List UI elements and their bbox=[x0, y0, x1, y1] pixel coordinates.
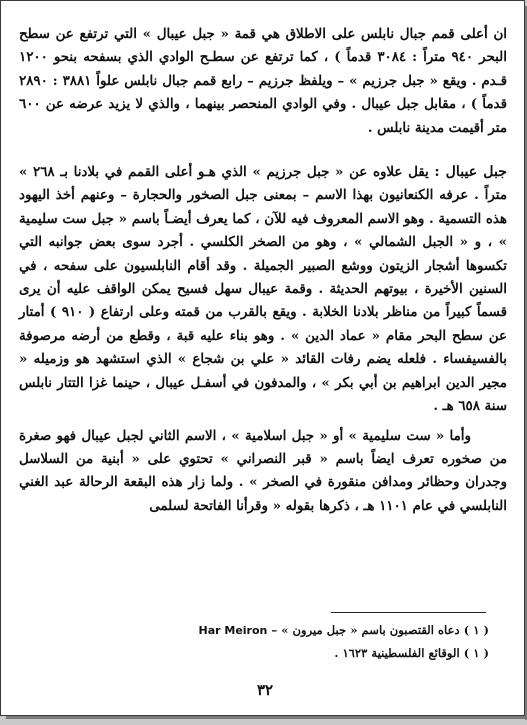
footnote-1-text: ( ١ ) دعاه القتصبون باسم « جبل ميرون » – bbox=[271, 623, 489, 637]
footnote-divider bbox=[331, 612, 486, 613]
paragraph-2-text: يقل علاوه عن « جبل جرزيم » الذي هـو أعلى القمم في بلادنا بـ ٢٦٨ » متراً . عرفه الكنعانيون بهذا الاسم – بمعنى جبل الصخور والحجارة – وعنهم أخذ اليهود هذه التسمية . وهو الاسم المعروف فيه للآن ، كما يعرف أيضـاً باسم « جبل ست سليمية » ، و « الجبل الشمالي » ، وهو من الصخر الكلسي . أجرد سوى بعض جوانبه التي تكسوها أشجار الزيتون ووشع الصبير الجميلة . وقد أقام النابلسيون على سفحه ، في السنين الأخيرة ، بيوتهم الحديثة . وقمة عيبال سهل فسيح يمكن الواقف عليه أن يرى قسماً كبيراً من مناظر بلادنا الخلابة . ويقع بالقرب من قمته وعلى ارتفاع ( ٩١٠ ) أمتار عن سطح البحر مقام « عماد الدين » . وهو بناء عليه قبة ، وقطع من أرضه مرصوفة بالفسيفساء . فلعله يضم رفات القائد « علي بن شجاع » الذي استشهد هو وزميله « مجير الدين ابراهيم بن أبي بكر » ، والمدفون في أسفـل عيبال ، حينما غزا التتار نابلس سنة ٦٥٨ هـ . bbox=[19, 164, 507, 415]
body-text bbox=[19, 23, 507, 518]
page-shadow-bottom bbox=[6, 716, 527, 719]
footnote-2: ( ١ ) الوقائع الفلسطينية ١٦٢٣ . bbox=[334, 646, 489, 660]
paragraph-1: ان أعلى قمم جبال نابلس على الاطلاق هي قمة « جبل عيبال » التي ترتفع عن سطح البحر ٩٤٠ متراً : ٣٠٨٤ قدماً ) ، كما ترتفع عن سطـح الوادي الذي بسفحه بنحو ١٢٠٠ قـدم . ويقع « جبل جرزيم » – ويلفظ جرزيم – رابع قمم جبال نابلس علواً ٣٨٨١ : ٢٨٩٠ قدماً ) ، مقابل جبل عيبال . وفي الوادي المنحصر بينهما ، والذي لا يزيد عرضه عن ٦٠٠ متر أقيمت مدينة نابلس . bbox=[19, 26, 507, 136]
page-number: ٣٢ bbox=[256, 681, 274, 699]
paragraph-2 bbox=[19, 161, 507, 418]
footnote-1-latin: Har Meiron bbox=[198, 624, 268, 637]
paragraph-3: وأما « ست سليمية » أو « جبل اسلامية » ، الاسم الثاني لجبل عيبال فهو صغرة من صخوره تعرف ايضاً باسم « قبر النصراني » تحتوي على « أبنية من السلاسل وجدران وحظائر ومدافن منقورة في الصخر » . ولما زار هذه البقعة الرحالة عبد الغني النابلسي في عام ١١٠١ هـ ، ذكرها بقوله « وقرأنا الفاتحة لسلمى bbox=[19, 427, 507, 514]
section-heading: جبل عيبال : bbox=[434, 164, 507, 181]
footnotes bbox=[19, 619, 489, 664]
footnote-1 bbox=[19, 619, 489, 642]
